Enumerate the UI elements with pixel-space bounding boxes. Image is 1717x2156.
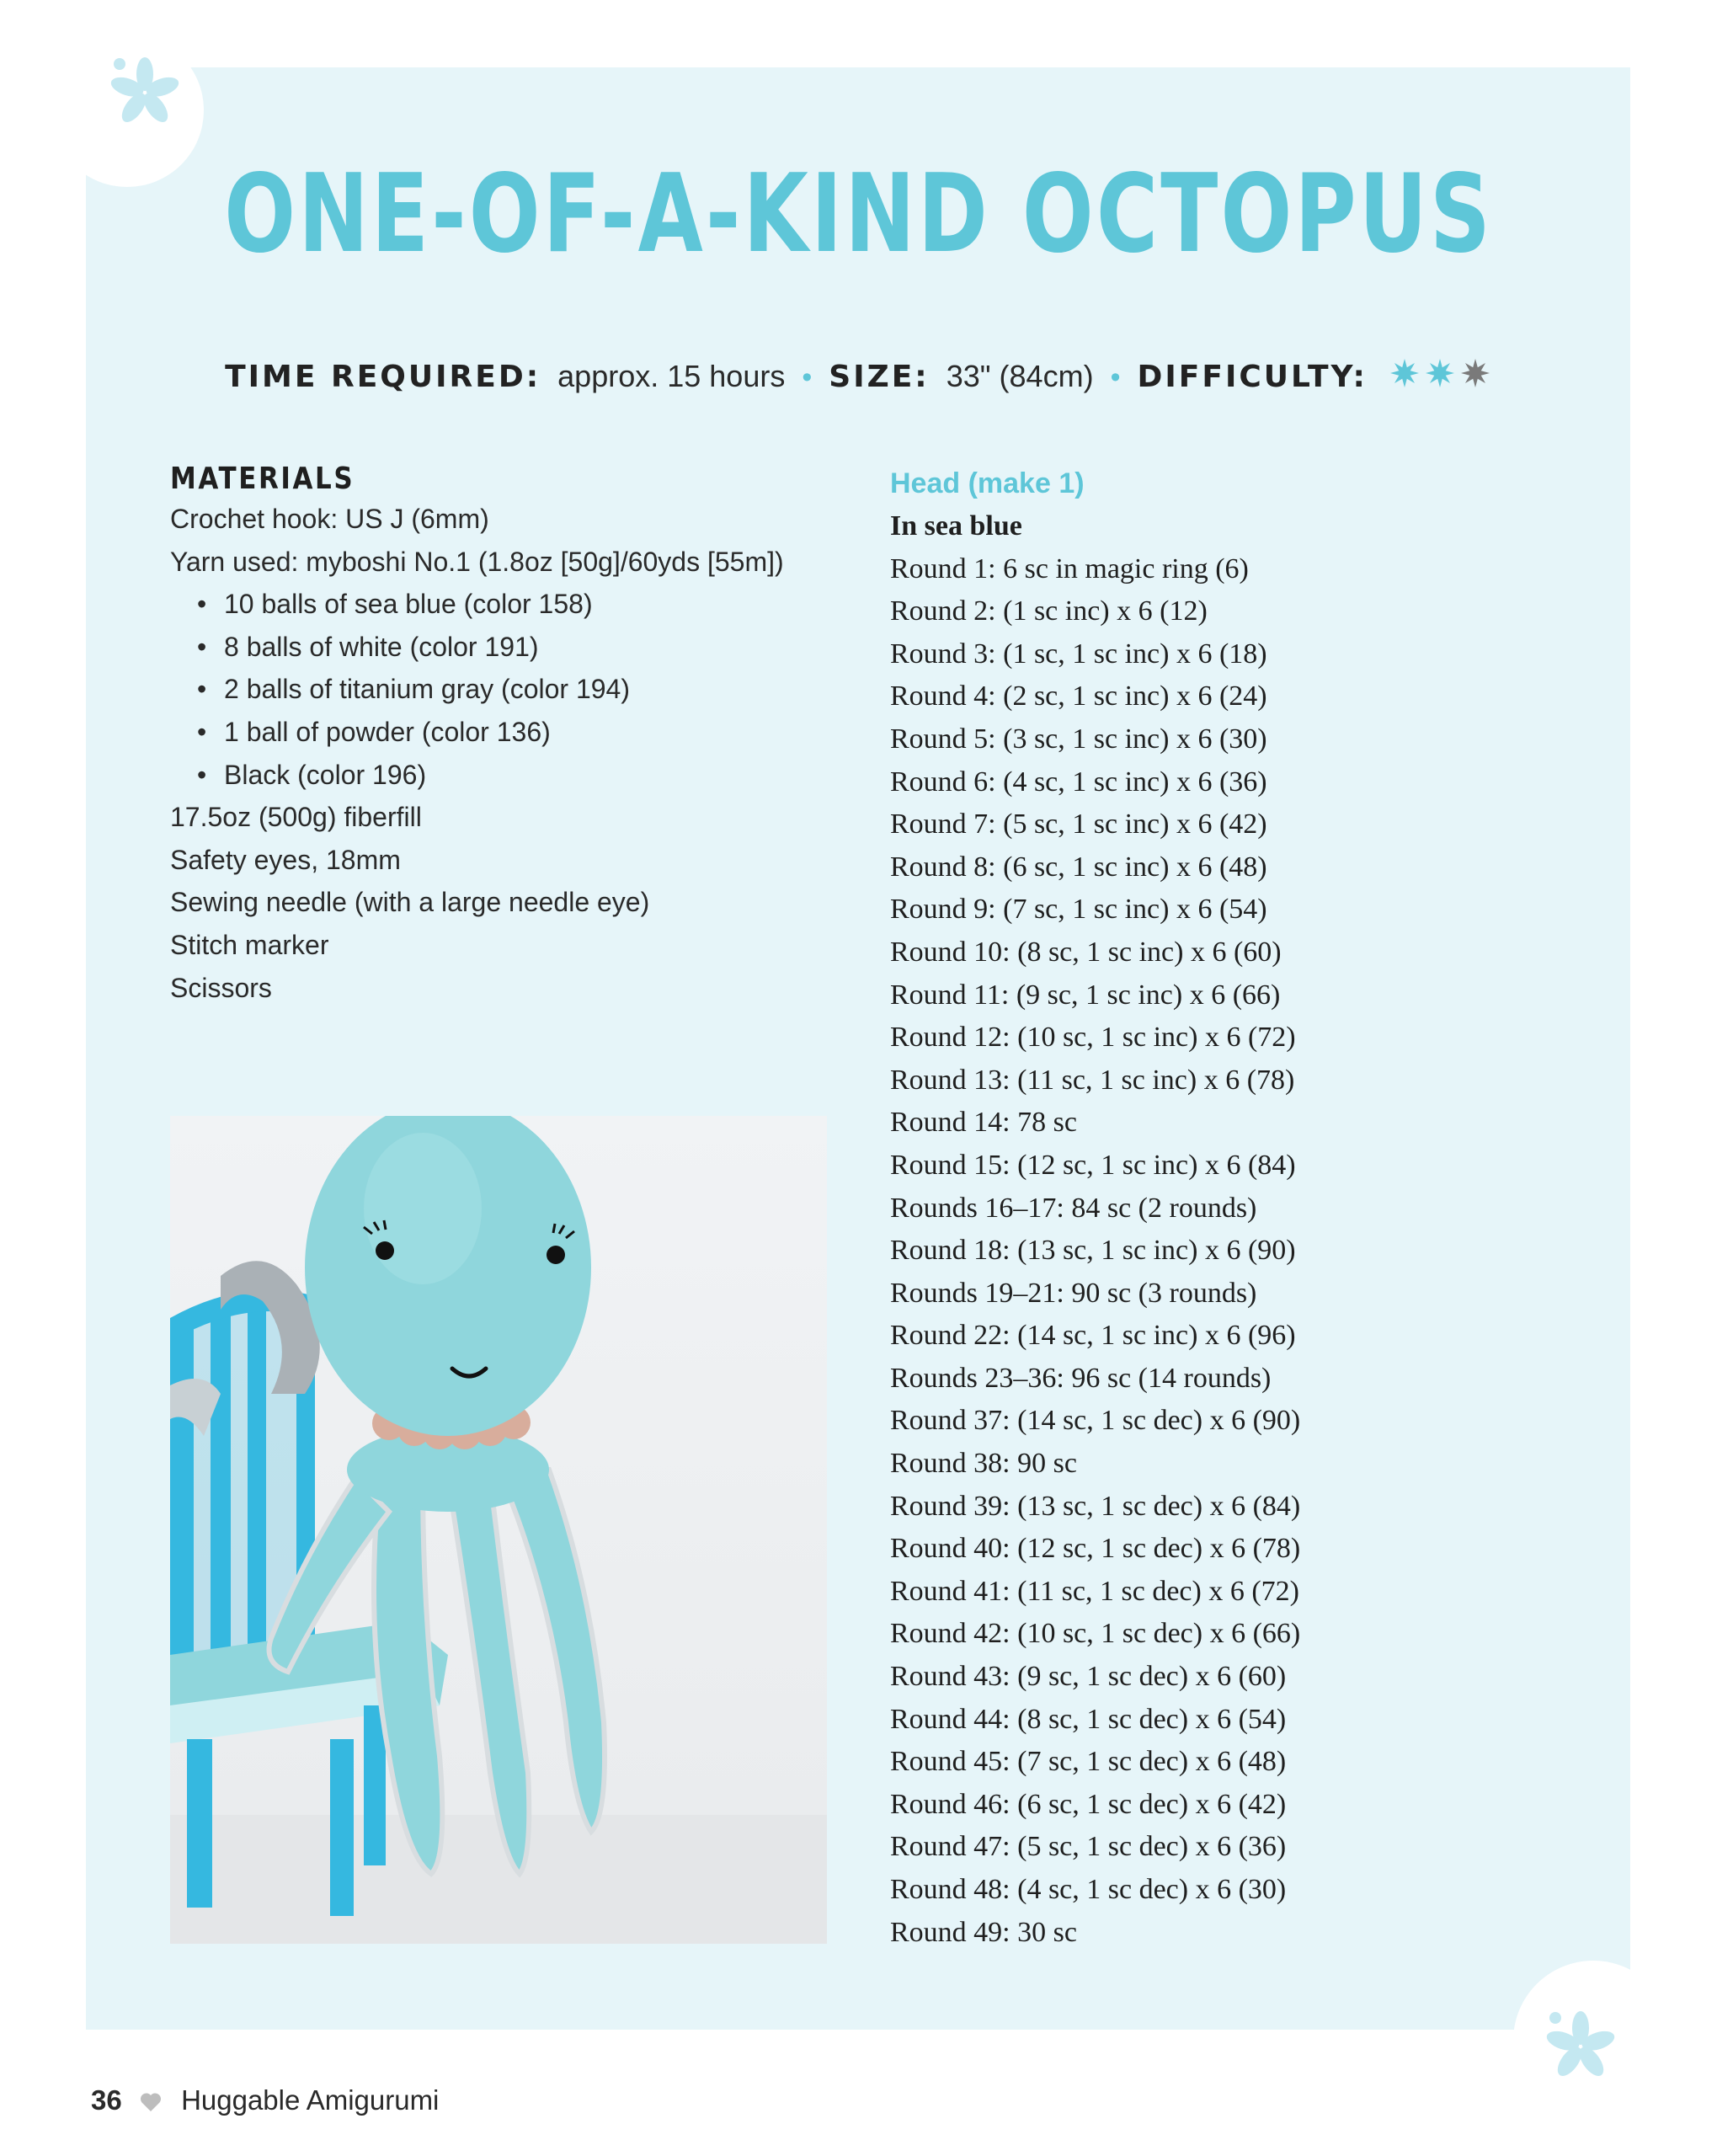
page-footer: [91, 2084, 439, 2116]
materials-item: Yarn used: myboshi No.1 (1.8oz [50g]/60yds [55m]): [170, 546, 784, 577]
pattern-round: Round 22: (14 sc, 1 sc inc) x 6 (96): [890, 1320, 1296, 1352]
pattern-round: Round 15: (12 sc, 1 sc inc) x 6 (84): [890, 1149, 1296, 1181]
pattern-round: Round 45: (7 sc, 1 sc dec) x 6 (48): [890, 1746, 1287, 1778]
page-title: ONE-OF-A-KIND OCTOPUS: [224, 152, 1493, 277]
pattern-round: Round 49: 30 sc: [890, 1916, 1077, 1948]
pattern-round: Round 39: (13 sc, 1 sc dec) x 6 (84): [890, 1490, 1301, 1522]
pattern-round: Round 14: 78 sc: [890, 1107, 1077, 1139]
flower-icon: [1538, 2004, 1623, 2089]
book-title: Huggable Amigurumi: [181, 2084, 440, 2116]
size-label: SIZE:: [829, 360, 930, 394]
pattern-round: Round 5: (3 sc, 1 sc inc) x 6 (30): [890, 723, 1267, 755]
pattern-section: [890, 462, 1581, 1954]
pattern-round: Round 6: (4 sc, 1 sc inc) x 6 (36): [890, 766, 1267, 798]
octopus-photo: [170, 1116, 827, 1944]
yarn-color-item: • 10 balls of sea blue (color 158): [170, 583, 861, 626]
pattern-round: Round 41: (11 sc, 1 sc dec) x 6 (72): [890, 1575, 1299, 1607]
corner-decoration-bottom-right: [1513, 1961, 1673, 2121]
flower-icon: [103, 51, 187, 135]
pattern-subheading: In sea blue: [890, 510, 1022, 542]
pattern-round: Round 40: (12 sc, 1 sc dec) x 6 (78): [890, 1533, 1301, 1565]
star-empty-icon: [1458, 356, 1492, 390]
materials-item: 17.5oz (500g) fiberfill: [170, 802, 422, 833]
pattern-round: Round 48: (4 sc, 1 sc dec) x 6 (30): [890, 1874, 1287, 1905]
separator-dot: •: [1110, 361, 1121, 393]
materials-item: Sewing needle (with a large needle eye): [170, 887, 650, 918]
yarn-color-item: • 2 balls of titanium gray (color 194): [170, 668, 861, 711]
pattern-round: Round 18: (13 sc, 1 sc inc) x 6 (90): [890, 1235, 1296, 1267]
star-filled-icon: [1423, 356, 1457, 390]
materials-section: [170, 462, 861, 1009]
difficulty-label: DIFFICULTY:: [1137, 360, 1368, 394]
pattern-round: Round 11: (9 sc, 1 sc inc) x 6 (66): [890, 979, 1281, 1011]
time-value: approx. 15 hours: [557, 359, 786, 393]
octopus-illustration: [170, 1116, 827, 1944]
corner-decoration-top-left: [51, 34, 204, 187]
pattern-heading: Head (make 1): [890, 467, 1085, 499]
yarn-color-item: • 1 ball of powder (color 136): [170, 711, 861, 754]
yarn-color-item: • 8 balls of white (color 191): [170, 626, 861, 669]
pattern-round: Rounds 16–17: 84 sc (2 rounds): [890, 1192, 1257, 1224]
materials-item: Crochet hook: US J (6mm): [170, 504, 489, 534]
pattern-round: Rounds 23–36: 96 sc (14 rounds): [890, 1362, 1272, 1394]
pattern-round: Round 47: (5 sc, 1 sc dec) x 6 (36): [890, 1831, 1287, 1863]
heart-icon: [140, 2092, 162, 2112]
pattern-round: Round 43: (9 sc, 1 sc dec) x 6 (60): [890, 1661, 1287, 1693]
pattern-round: Round 2: (1 sc inc) x 6 (12): [890, 595, 1208, 627]
pattern-round: Round 3: (1 sc, 1 sc inc) x 6 (18): [890, 638, 1267, 670]
materials-item: Scissors: [170, 972, 272, 1003]
pattern-round: Round 44: (8 sc, 1 sc dec) x 6 (54): [890, 1703, 1287, 1735]
pattern-round: Round 10: (8 sc, 1 sc inc) x 6 (60): [890, 936, 1282, 968]
size-value: 33" (84cm): [946, 359, 1094, 393]
yarn-color-item: • Black (color 196): [170, 754, 861, 797]
pattern-round: Round 42: (10 sc, 1 sc dec) x 6 (66): [890, 1618, 1301, 1650]
separator-dot: •: [802, 361, 813, 393]
pattern-round: Round 1: 6 sc in magic ring (6): [890, 552, 1249, 584]
pattern-round: Round 38: 90 sc: [890, 1448, 1077, 1480]
materials-heading: MATERIALS: [170, 462, 355, 496]
time-label: TIME REQUIRED:: [225, 360, 541, 394]
pattern-round: Round 7: (5 sc, 1 sc inc) x 6 (42): [890, 808, 1267, 841]
materials-item: Stitch marker: [170, 929, 329, 960]
pattern-round: Round 13: (11 sc, 1 sc inc) x 6 (78): [890, 1064, 1295, 1096]
project-info-line: [0, 356, 1717, 394]
rounds-list: [890, 548, 1581, 1955]
pattern-round: Round 4: (2 sc, 1 sc inc) x 6 (24): [890, 680, 1267, 712]
pattern-round: Round 12: (10 sc, 1 sc inc) x 6 (72): [890, 1022, 1296, 1054]
pattern-round: Round 8: (6 sc, 1 sc inc) x 6 (48): [890, 851, 1267, 883]
pattern-round: Round 9: (7 sc, 1 sc inc) x 6 (54): [890, 894, 1267, 926]
pattern-round: Round 46: (6 sc, 1 sc dec) x 6 (42): [890, 1788, 1287, 1820]
page-number: 36: [91, 2084, 122, 2116]
pattern-round: Rounds 19–21: 90 sc (3 rounds): [890, 1277, 1257, 1309]
star-filled-icon: [1388, 356, 1421, 390]
pattern-round: Round 37: (14 sc, 1 sc dec) x 6 (90): [890, 1405, 1301, 1437]
materials-item: Safety eyes, 18mm: [170, 844, 401, 875]
difficulty-rating: [1376, 359, 1492, 393]
